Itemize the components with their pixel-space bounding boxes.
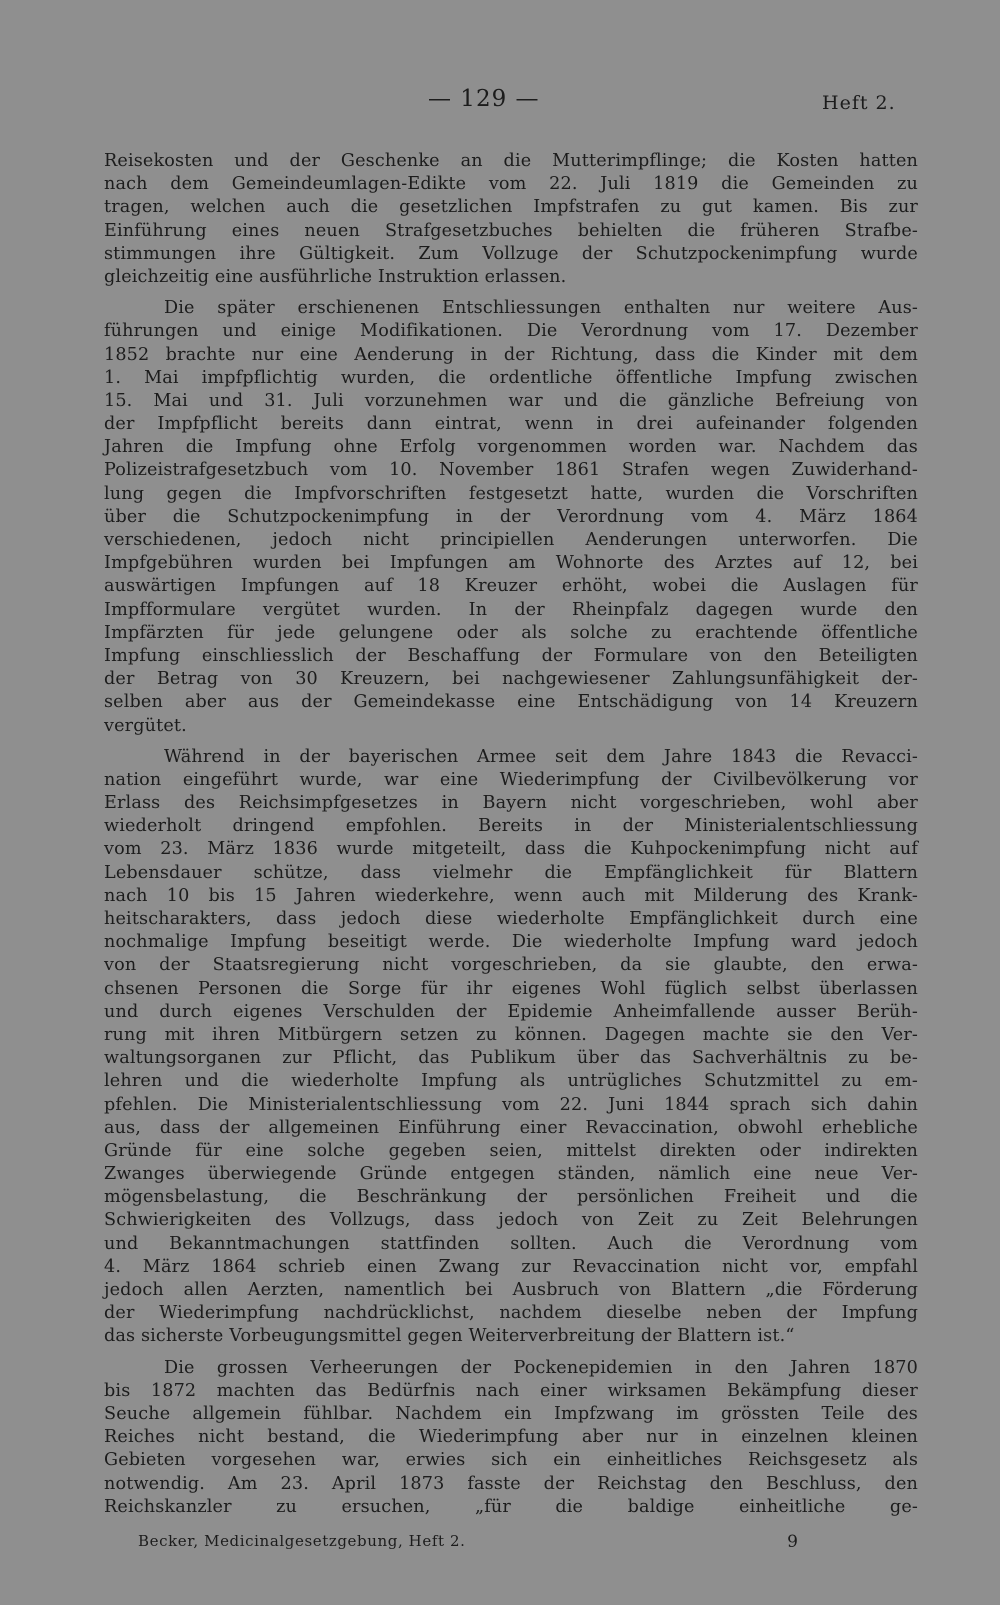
text-line: Einführung eines neuen Strafgesetzbuches behielten die früheren Strafbe- [104,220,918,241]
text-line: waltungsorganen zur Pflicht, das Publikum über das Sachverhältnis zu be- [104,1048,918,1069]
text-line: aus, dass der allgemeinen Einführung einer Revaccination, obwohl erhebliche [104,1117,918,1138]
text-line: Impfung einschliesslich der Beschaffung der Formulare von den Beteiligten [104,645,918,666]
page-number: — 129 — [428,86,540,112]
text-line: Die grossen Verheerungen der Pockenepidemien in den Jahren 1870 [164,1357,918,1378]
text-line: 1. Mai impfpflichtig wurden, die ordentliche öffentliche Impfung zwischen [104,367,918,388]
page-header [0,84,1000,124]
text-line: Gebieten vorgesehen war, erwies sich ein einheitliches Reichsgesetz als [104,1450,918,1471]
text-line: Zwanges überwiegende Gründe entgegen ständen, nämlich eine neue Ver- [104,1164,918,1185]
page-footer [138,1532,798,1558]
text-line: Seuche allgemein fühlbar. Nachdem ein Impfzwang im grössten Teile des [104,1403,918,1424]
text-line: vom 23. März 1836 wurde mitgeteilt, dass die Kuhpockenimpfung nicht auf [104,839,918,860]
text-line: der Betrag von 30 Kreuzern, bei nachgewiesener Zahlungsunfähigkeit der- [104,669,918,690]
text-line: Jahren die Impfung ohne Erfolg vorgenommen worden war. Nachdem das [104,437,918,458]
text-line: chsenen Personen die Sorge für ihr eigenes Wohl füglich selbst überlassen [104,978,918,999]
header-issue: Heft 2. [822,92,896,114]
text-line: selben aber aus der Gemeindekasse eine Entschädigung von 14 Kreuzern [104,692,918,713]
text-line: führungen und einige Modifikationen. Die Verordnung vom 17. Dezember [104,321,918,342]
text-body [104,150,918,1519]
text-line: Impfärzten für jede gelungene oder als solche zu erachtende öffentliche [104,622,918,643]
text-line: Schwierigkeiten des Vollzugs, dass jedoch von Zeit zu Zeit Belehrungen [104,1210,918,1231]
text-line: gleichzeitig eine ausführliche Instruktion erlassen. [104,266,567,287]
text-line: der Wiederimpfung nachdrücklichst, nachdem dieselbe neben der Impfung [104,1303,918,1324]
text-line: und durch eigenes Verschulden der Epidemie Anheimfallende ausser Berüh- [104,1001,918,1022]
text-line: Gründe für eine solche gegeben seien, mittelst direkten oder indirekten [104,1140,918,1161]
text-line: über die Schutzpockenimpfung in der Verordnung vom 4. März 1864 [104,506,918,527]
text-line: auswärtigen Impfungen auf 18 Kreuzer erhöht, wobei die Auslagen für [104,576,918,597]
text-line: 1852 brachte nur eine Aenderung in der Richtung, dass die Kinder mit dem [104,344,918,365]
text-line: stimmungen ihre Gültigkeit. Zum Vollzuge der Schutzpockenimpfung wurde [104,243,918,264]
paragraph-2 [104,297,918,738]
paragraph-gap [104,289,918,297]
text-line: der Impfpflicht bereits dann eintrat, wenn in drei aufeinander folgenden [104,414,918,435]
text-line: Reisekosten und der Geschenke an die Mutterimpflinge; die Kosten hatten [104,151,918,171]
text-line: Reiches nicht bestand, die Wiederimpfung aber nur in einzelnen kleinen [104,1427,918,1448]
text-line: Reichskanzler zu ersuchen, „für die baldige einheitliche ge- [104,1496,918,1517]
text-line: Impfgebühren wurden bei Impfungen am Wohnorte des Arztes auf 12, bei [104,553,918,574]
footer-signature: 9 [787,1532,798,1552]
text-line: lehren und die wiederholte Impfung als untrügliches Schutzmittel zu em- [104,1071,918,1092]
footer-source: Becker, Medicinalgesetzgebung, Heft 2. [138,1532,466,1550]
text-line: das sicherste Vorbeugungsmittel gegen Weiterverbreitung der Blattern ist.“ [104,1326,795,1347]
text-line: vergütet. [104,715,187,736]
text-line: Polizeistrafgesetzbuch vom 10. November 1861 Strafen wegen Zuwiderhand- [104,460,918,481]
text-line: nation eingeführt wurde, war eine Wiederimpfung der Civilbevölkerung vor [104,769,918,790]
text-line: heitscharakters, dass jedoch diese wiederholte Empfänglichkeit durch eine [104,909,918,929]
paragraph-1 [104,150,918,289]
text-line: nochmalige Impfung beseitigt werde. Die wiederholte Impfung ward jedoch [104,932,918,953]
text-line: lung gegen die Impfvorschriften festgesetzt hatte, wurden die Vorschriften [104,483,918,504]
text-line: Lebensdauer schütze, dass vielmehr die Empfänglichkeit für Blattern [104,862,918,883]
text-line: Impfformulare vergütet wurden. In der Rheinpfalz dagegen wurde den [104,599,918,620]
text-line: wiederholt dringend empfohlen. Bereits in der Ministerialentschliessung [104,816,918,837]
text-line: jedoch allen Aerzten, namentlich bei Ausbruch von Blattern „die Förderung [104,1280,918,1300]
text-line: bis 1872 machten das Bedürfnis nach einer wirksamen Bekämpfung dieser [104,1380,918,1401]
paragraph-gap [104,738,918,746]
text-line: nach 10 bis 15 Jahren wiederkehre, wenn auch mit Milderung des Krank- [104,885,918,906]
text-line: von der Staatsregierung nicht vorgeschrieben, da sie glaubte, den erwa- [104,955,918,976]
text-line: Erlass des Reichsimpfgesetzes in Bayern nicht vorgeschrieben, wohl aber [104,793,918,814]
text-line: 4. März 1864 schrieb einen Zwang zur Revaccination nicht vor, empfahl [104,1256,918,1277]
text-line: 15. Mai und 31. Juli vorzunehmen war und die gänzliche Befreiung von [104,390,918,411]
text-line: rung mit ihren Mitbürgern setzen zu können. Dagegen machte sie den Ver- [104,1024,918,1045]
text-line: notwendig. Am 23. April 1873 fasste der Reichstag den Beschluss, den [104,1473,918,1494]
paragraph-3 [104,746,918,1349]
text-line: und Bekanntmachungen stattfinden sollten. Auch die Verordnung vom [104,1233,918,1254]
text-line: verschiedenen, jedoch nicht principiellen Aenderungen unterworfen. Die [104,530,918,550]
text-line: nach dem Gemeindeumlagen-Edikte vom 22. Juli 1819 die Gemeinden zu [104,174,918,195]
paragraph-gap [104,1349,918,1357]
text-line: mögensbelastung, die Beschränkung der persönlichen Freiheit und die [104,1187,918,1208]
text-line: Die später erschienenen Entschliessungen enthalten nur weitere Aus- [164,298,918,319]
text-line: pfehlen. Die Ministerialentschliessung vom 22. Juni 1844 sprach sich dahin [104,1094,918,1115]
text-line: tragen, welchen auch die gesetzlichen Impfstrafen zu gut kamen. Bis zur [104,197,918,218]
text-line: Während in der bayerischen Armee seit dem Jahre 1843 die Revacci- [164,746,918,767]
paragraph-4 [104,1357,918,1519]
